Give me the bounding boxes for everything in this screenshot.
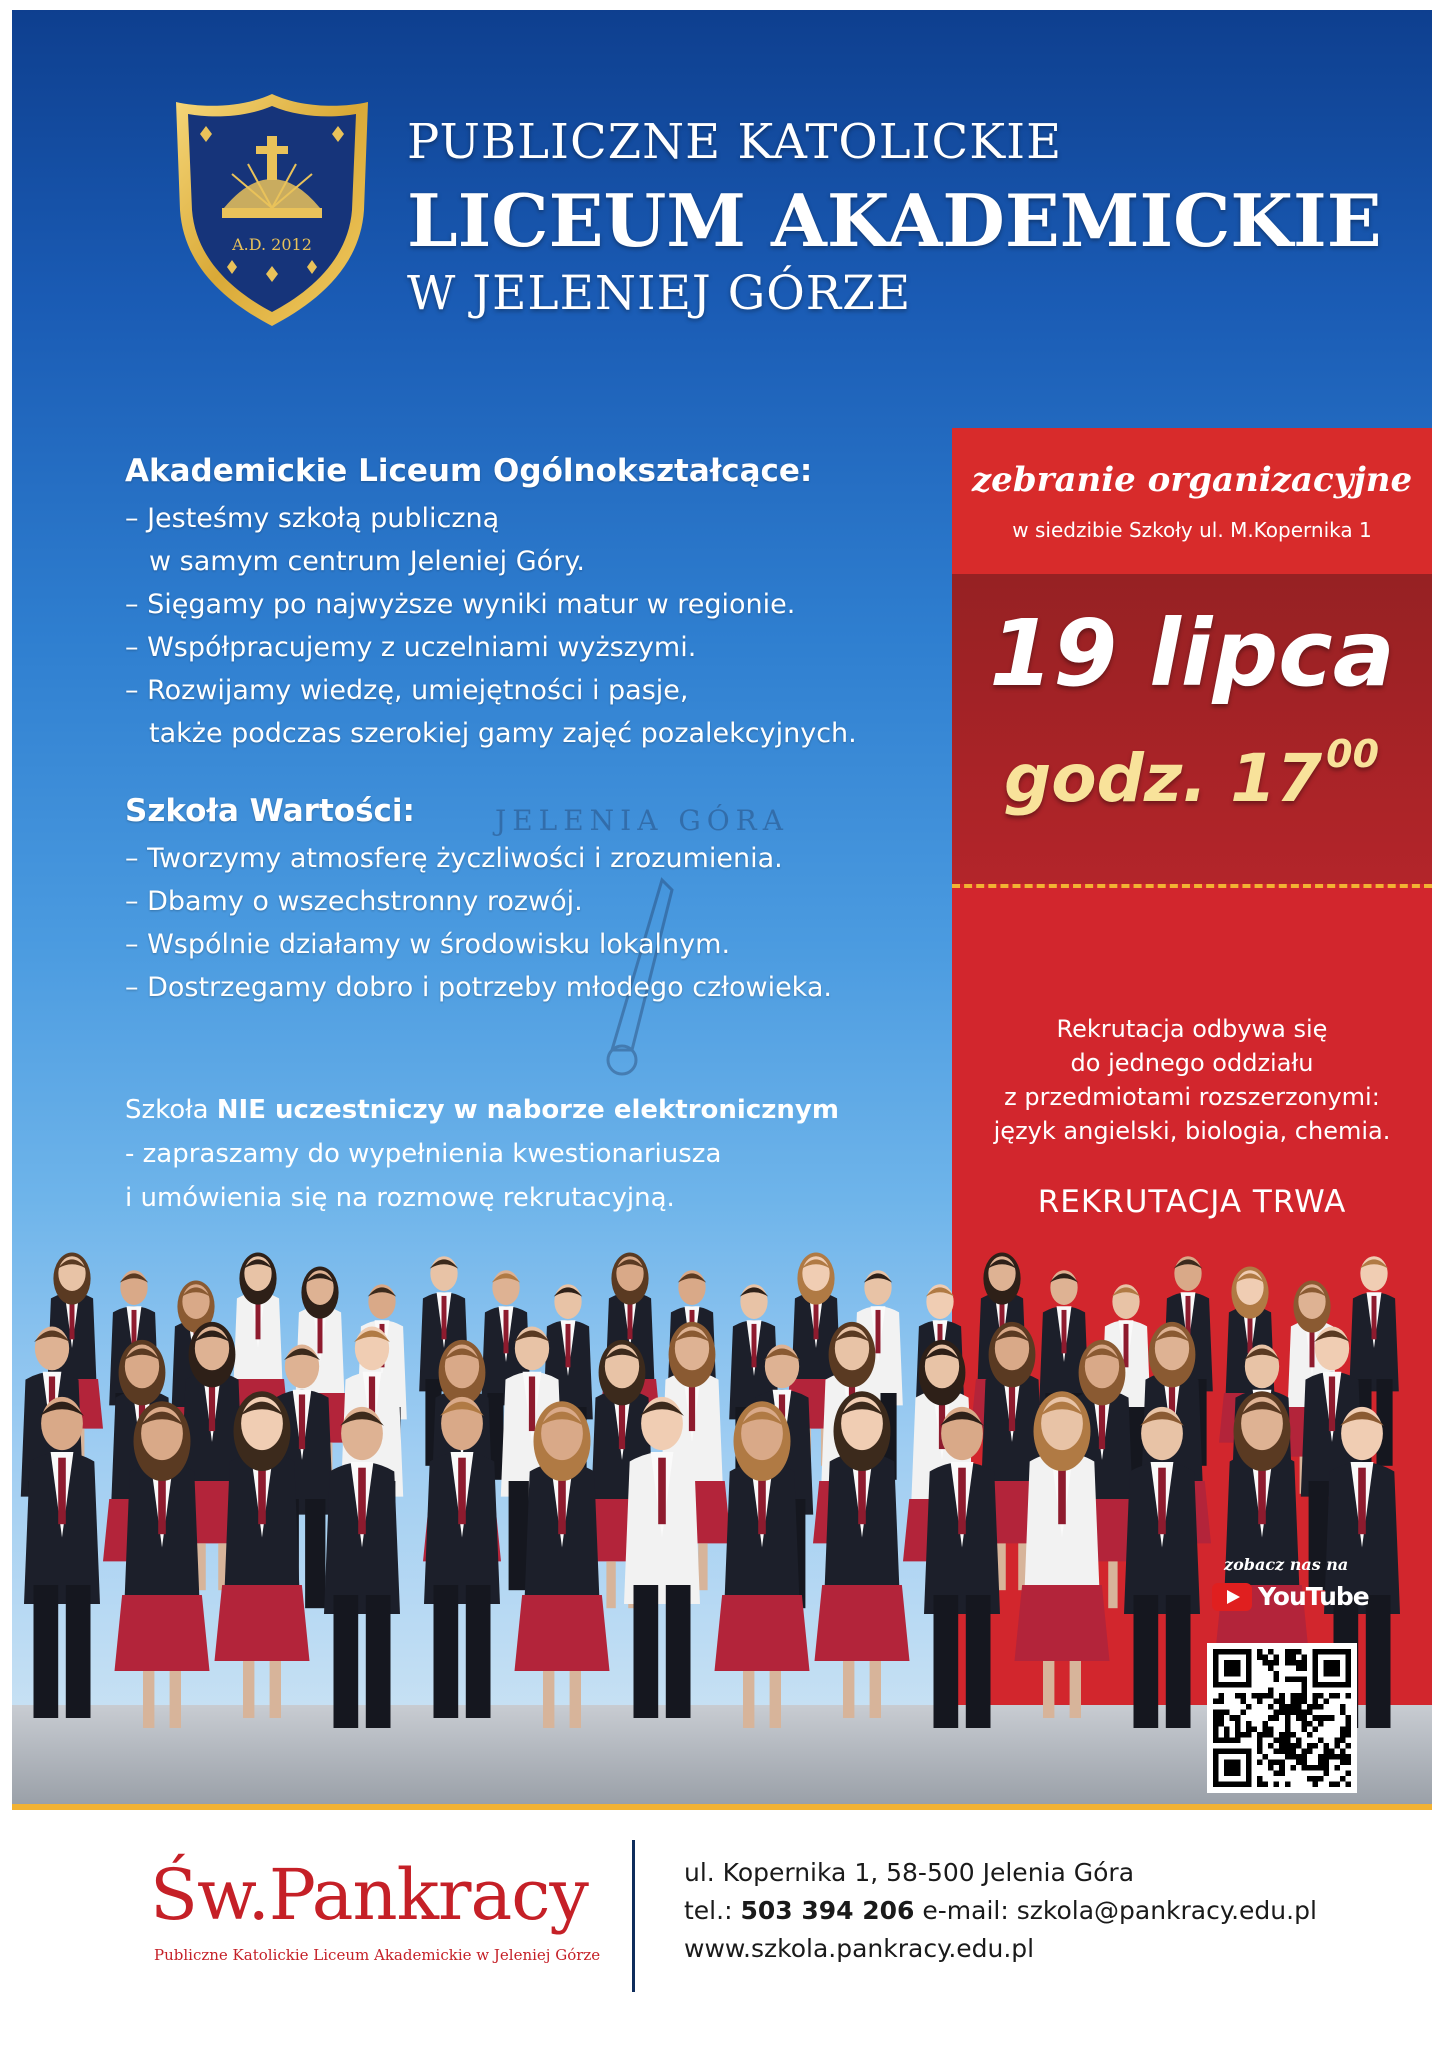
section-values-title: Szkoła Wartości: <box>125 793 415 829</box>
email-link[interactable]: szkola@pankracy.edu.pl <box>1016 1896 1317 1925</box>
meeting-title: zebranie organizacyjne <box>971 460 1413 500</box>
youtube-caption: zobacz nas na <box>1224 1555 1349 1574</box>
meeting-time <box>1004 732 1380 817</box>
brand-logo: Św.Pankracy <box>150 1854 588 1936</box>
section-academic-title: Akademickie Liceum Ogólnokształcące: <box>125 453 813 489</box>
footer <box>0 1820 1444 2048</box>
header-line-2: LICEUM AKADEMICKIE <box>407 178 1382 263</box>
footer-divider <box>632 1840 635 1992</box>
list-item: – Rozwijamy wiedzę, umiejętności i pasje, <box>125 675 689 706</box>
header-line-1: PUBLICZNE KATOLICKIE <box>407 114 1063 170</box>
school-crest-icon <box>172 90 372 330</box>
phone-label: tel.: <box>684 1896 741 1925</box>
contact-info <box>684 1854 1317 1968</box>
section-academic <box>125 450 965 755</box>
nabor-prefix: Szkoła <box>125 1095 217 1125</box>
section-values <box>125 790 965 1009</box>
website-link[interactable]: www.szkola.pankracy.edu.pl <box>684 1934 1035 1963</box>
dashed-divider <box>952 884 1432 888</box>
list-item: także podczas szerokiej gamy zajęć pozalekcyjnych. <box>149 718 857 749</box>
youtube-label: YouTube <box>1258 1582 1369 1611</box>
list-item: – Tworzymy atmosferę życzliwości i zrozumienia. <box>125 843 783 874</box>
list-item: – Sięgamy po najwyższe wyniki matur w regionie. <box>125 589 796 620</box>
recruitment-line: do jednego oddziału <box>1070 1049 1314 1077</box>
qr-code[interactable] <box>1207 1643 1357 1793</box>
list-item: w samym centrum Jeleniej Góry. <box>149 546 585 577</box>
phone-email-line <box>684 1892 1317 1930</box>
meeting-time-minutes: 00 <box>1326 732 1380 776</box>
list-item: – Jesteśmy szkołą publiczną <box>125 503 500 534</box>
youtube-promo[interactable] <box>1212 1555 1369 1611</box>
brand-subtitle: Publiczne Katolickie Liceum Akademickie w Jeleniej Górze <box>154 1946 601 1964</box>
list-item: – Wspólnie działamy w środowisku lokalnym. <box>125 929 731 960</box>
recruitment-line: Rekrutacja odbywa się <box>1056 1015 1328 1043</box>
meeting-location: w siedzibie Szkoły ul. M.Kopernika 1 <box>1012 518 1372 542</box>
recruitment-line: język angielski, biologia, chemia. <box>993 1117 1391 1145</box>
address: ul. Kopernika 1, 58-500 Jelenia Góra <box>684 1858 1135 1887</box>
nabor-line-2: - zapraszamy do wypełnienia kwestionariusza <box>125 1139 722 1169</box>
recruitment-status: REKRUTACJA TRWA <box>1037 1184 1347 1220</box>
meeting-time-label: godz. 17 <box>1004 740 1323 817</box>
list-item: – Współpracujemy z uczelniami wyższymi. <box>125 632 697 663</box>
list-item: – Dbamy o wszechstronny rozwój. <box>125 886 583 917</box>
list-item: – Dostrzegamy dobro i potrzeby młodego człowieka. <box>125 972 832 1003</box>
recruitment-info <box>952 1012 1432 1148</box>
recruitment-line: z przedmiotami rozszerzonymi: <box>1004 1083 1380 1111</box>
nabor-info <box>125 1088 965 1220</box>
nabor-bold: NIE uczestniczy w naborze elektronicznym <box>216 1095 839 1125</box>
youtube-icon <box>1212 1583 1252 1611</box>
qr-code-icon <box>1213 1649 1351 1787</box>
crest-year: A.D. 2012 <box>232 235 312 254</box>
watermark-text: JELENIA GÓRA <box>494 804 790 837</box>
meeting-header <box>952 428 1432 574</box>
header-line-3: W JELENIEJ GÓRZE <box>407 266 912 321</box>
nabor-line-3: i umówienia się na rozmowę rekrutacyjną. <box>125 1183 675 1213</box>
email-label: e-mail: <box>914 1896 1017 1925</box>
phone-number[interactable]: 503 394 206 <box>740 1896 915 1925</box>
meeting-date: 19 lipca <box>989 600 1395 707</box>
poster <box>12 10 1432 1810</box>
